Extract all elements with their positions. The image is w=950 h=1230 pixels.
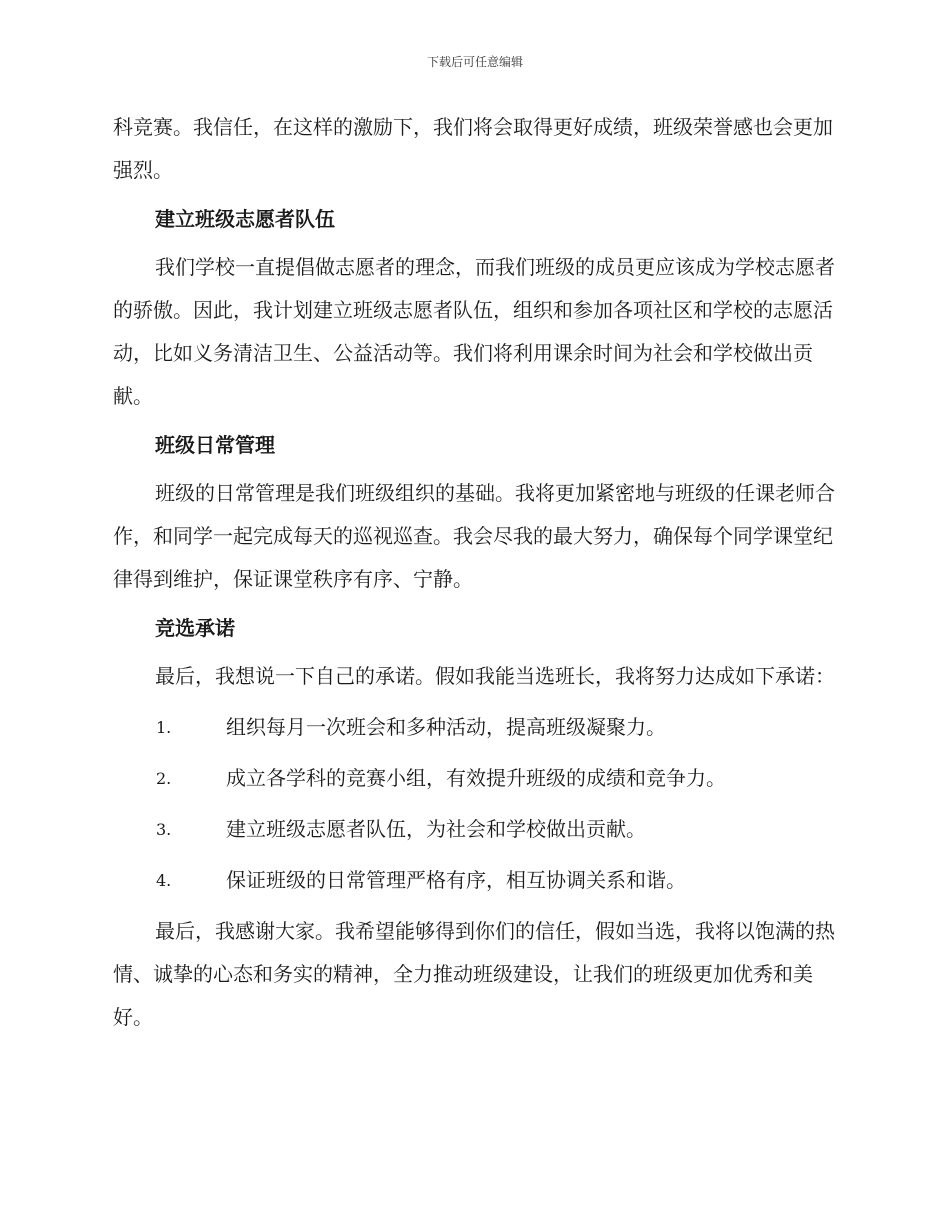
paragraph-daily: 班级的日常管理是我们班级组织的基础。我将更加紧密地与班级的任课老师合作，和同学一起完成每天的巡视巡查。我会尽我的最大努力，确保每个同学课堂纪律得到维护，保证课堂秩序有序、宁静。 bbox=[113, 481, 835, 591]
intro-paragraph: 科竞赛。我信任，在这样的激励下，我们将会取得更好成绩，班级荣誉感也会更加强烈。 bbox=[113, 115, 833, 182]
document-body bbox=[113, 106, 839, 1039]
page-header: 下载后可任意编辑 bbox=[426, 55, 523, 69]
list-text: 建立班级志愿者队伍，为社会和学校做出贡献。 bbox=[226, 817, 646, 841]
list-number: 4. bbox=[156, 871, 172, 890]
promise-list bbox=[113, 706, 839, 902]
list-item bbox=[113, 706, 839, 749]
list-number: 2. bbox=[156, 769, 172, 788]
list-text: 组织每月一次班会和多种活动，提高班级凝聚力。 bbox=[226, 715, 666, 739]
list-item bbox=[113, 859, 839, 902]
list-text: 成立各学科的竞赛小组，有效提升班级的成绩和竞争力。 bbox=[226, 766, 726, 790]
list-item bbox=[113, 757, 839, 800]
closing-paragraph: 最后，我感谢大家。我希望能够得到你们的信任，假如当选，我将以饱满的热情、诚挚的心态和务实的精神，全力推动班级建设，让我们的班级更加优秀和美好。 bbox=[113, 919, 835, 1029]
list-number: 3. bbox=[156, 820, 172, 839]
list-item bbox=[113, 808, 839, 851]
heading-daily: 班级日常管理 bbox=[155, 433, 275, 457]
heading-volunteer: 建立班级志愿者队伍 bbox=[155, 207, 335, 231]
list-number: 1. bbox=[156, 718, 172, 737]
paragraph-promise: 最后，我想说一下自己的承诺。假如我能当选班长，我将努力达成如下承诺： bbox=[155, 664, 835, 688]
paragraph-volunteer: 我们学校一直提倡做志愿者的理念，而我们班级的成员更应该成为学校志愿者的骄傲。因此，我计划建立班级志愿者队伍，组织和参加各项社区和学校的志愿活动，比如义务清洁卫生、公益活动等。我们将利用课余时间为社会和学校做出贡献。 bbox=[113, 255, 835, 408]
list-text: 保证班级的日常管理严格有序，相互协调关系和谐。 bbox=[226, 868, 686, 892]
heading-promise: 竞选承诺 bbox=[155, 616, 235, 640]
